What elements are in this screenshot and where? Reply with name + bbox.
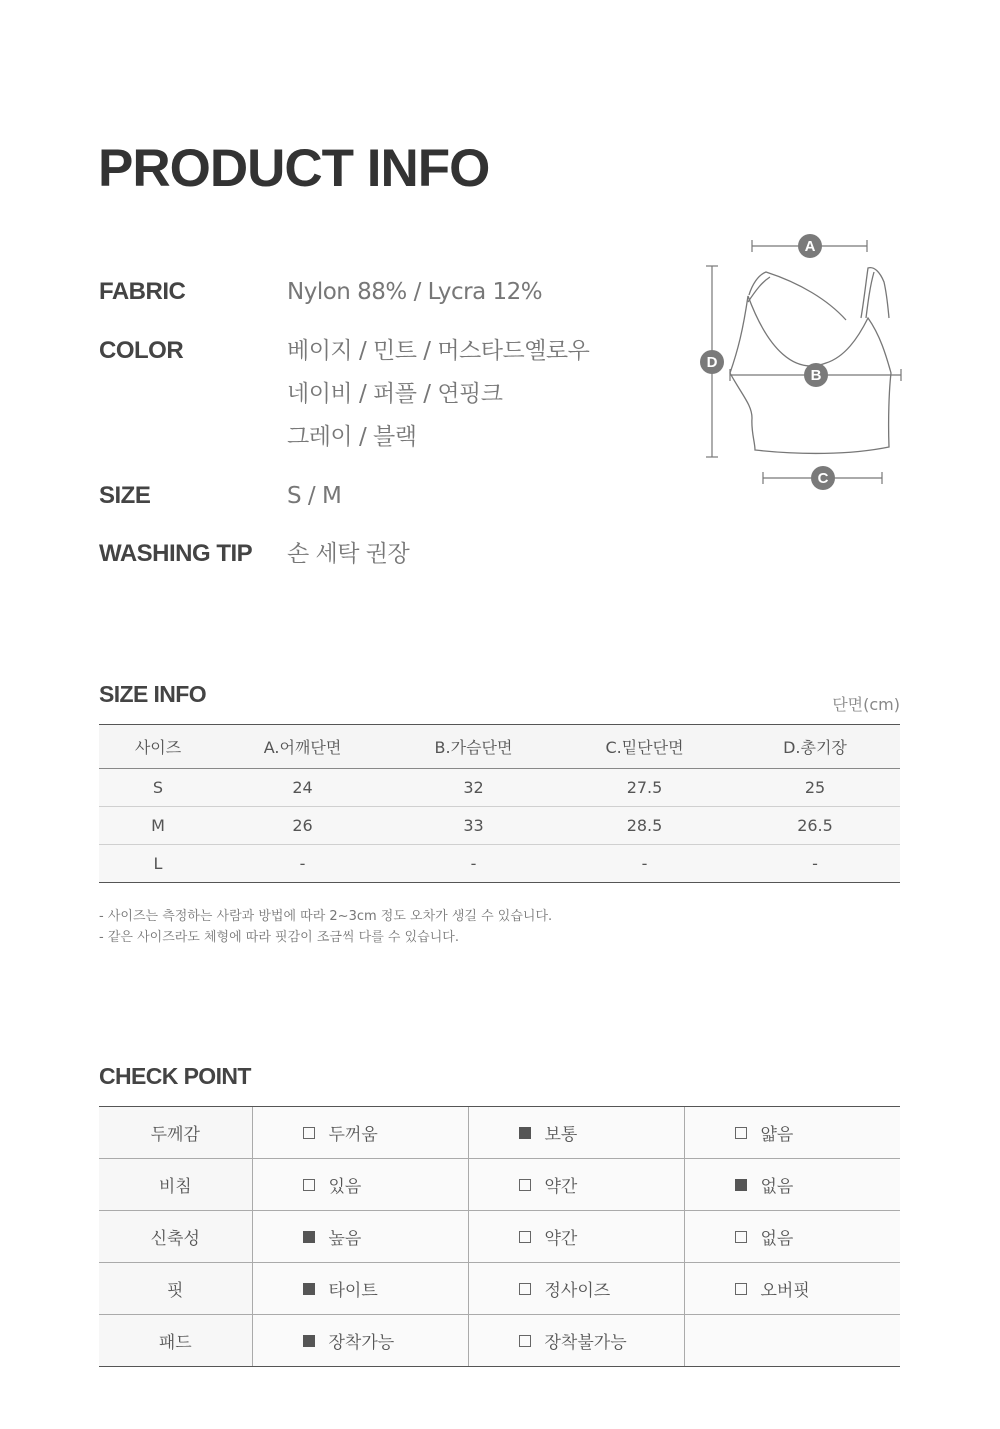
empty-square-icon — [519, 1283, 531, 1295]
empty-square-icon — [519, 1335, 531, 1347]
fabric-label: FABRIC — [99, 278, 186, 305]
size-table — [99, 724, 900, 883]
cell: - — [730, 845, 900, 883]
size-unit: 단면(cm) — [832, 695, 900, 714]
check-row — [99, 1315, 900, 1367]
check-row-label: 두께감 — [99, 1107, 252, 1159]
empty-square-icon — [303, 1179, 315, 1191]
check-option-cell — [252, 1263, 468, 1315]
empty-square-icon — [303, 1127, 315, 1139]
check-option — [685, 1120, 794, 1145]
check-option-cell — [252, 1315, 468, 1367]
label-b: B — [810, 367, 822, 384]
check-row — [99, 1159, 900, 1211]
check-option-cell — [252, 1159, 468, 1211]
cell: 33 — [388, 807, 559, 845]
check-option-label: 있음 — [328, 1177, 362, 1197]
cell: - — [388, 845, 559, 883]
check-option-label: 얇음 — [760, 1125, 794, 1145]
check-option-cell — [252, 1211, 468, 1263]
check-option-cell — [468, 1159, 684, 1211]
checked-square-icon — [303, 1231, 315, 1243]
empty-square-icon — [519, 1179, 531, 1191]
check-option-cell — [684, 1211, 900, 1263]
check-option-label: 타이트 — [328, 1281, 378, 1301]
cell: M — [99, 807, 217, 845]
header-hem: C.밑단단면 — [559, 725, 730, 769]
check-option-cell — [684, 1107, 900, 1159]
header-length: D.총기장 — [730, 725, 900, 769]
check-row — [99, 1263, 900, 1315]
cell: S — [99, 769, 217, 807]
empty-square-icon — [519, 1231, 531, 1243]
check-option — [469, 1224, 578, 1249]
header-size: 사이즈 — [99, 725, 217, 769]
check-option-cell — [468, 1315, 684, 1367]
check-option-label: 없음 — [760, 1177, 794, 1197]
cell: 32 — [388, 769, 559, 807]
size-info-title: SIZE INFO — [99, 681, 207, 707]
check-option — [253, 1224, 362, 1249]
color-value-line-1: 베이지 / 민트 / 머스타드옐로우 — [287, 338, 590, 364]
check-option — [253, 1276, 378, 1301]
color-value-line-2: 네이비 / 퍼플 / 연핑크 — [287, 381, 503, 407]
check-row-label: 패드 — [99, 1315, 252, 1367]
page-title: PRODUCT INFO — [98, 139, 490, 198]
cell: 24 — [217, 769, 388, 807]
check-option-cell — [468, 1263, 684, 1315]
cell: 26.5 — [730, 807, 900, 845]
checked-square-icon — [519, 1127, 531, 1139]
header-shoulder: A.어깨단면 — [217, 725, 388, 769]
empty-square-icon — [735, 1283, 747, 1295]
size-notes — [99, 906, 552, 948]
size-value: S / M — [287, 483, 342, 509]
cell: 25 — [730, 769, 900, 807]
check-option-label: 약간 — [544, 1177, 578, 1197]
check-option-cell — [468, 1211, 684, 1263]
cell: - — [559, 845, 730, 883]
size-table-header — [99, 725, 900, 769]
size-label: SIZE — [99, 482, 151, 509]
check-option-label: 장착가능 — [328, 1333, 395, 1353]
check-option — [469, 1172, 578, 1197]
check-option-label: 장착불가능 — [544, 1333, 627, 1353]
color-label: COLOR — [99, 337, 184, 364]
checked-square-icon — [303, 1335, 315, 1347]
check-row — [99, 1211, 900, 1263]
check-option — [685, 1172, 794, 1197]
check-option-cell — [252, 1107, 468, 1159]
check-row-label: 신축성 — [99, 1211, 252, 1263]
check-option — [253, 1120, 378, 1145]
checked-square-icon — [303, 1283, 315, 1295]
check-option-cell — [684, 1315, 900, 1367]
header-chest: B.가슴단면 — [388, 725, 559, 769]
check-option-label: 오버핏 — [760, 1281, 810, 1301]
check-option-label: 약간 — [544, 1229, 578, 1249]
check-option — [469, 1328, 627, 1353]
label-c: C — [817, 470, 829, 487]
check-point-title: CHECK POINT — [99, 1063, 251, 1089]
washing-tip-value: 손 세탁 권장 — [287, 541, 410, 567]
check-option — [469, 1120, 578, 1145]
check-option-cell — [468, 1107, 684, 1159]
cell: - — [217, 845, 388, 883]
check-row-label: 비침 — [99, 1159, 252, 1211]
fabric-value: Nylon 88% / Lycra 12% — [287, 279, 543, 305]
check-option-label: 높음 — [328, 1229, 362, 1249]
garment-measurement-diagram — [690, 228, 915, 500]
cell: L — [99, 845, 217, 883]
check-option-label: 없음 — [760, 1229, 794, 1249]
note-line: - 사이즈는 측정하는 사람과 방법에 따라 2~3cm 정도 오차가 생길 수 있습니다. — [99, 909, 553, 924]
note-line: - 같은 사이즈라도 체형에 따라 핏감이 조금씩 다를 수 있습니다. — [99, 930, 459, 945]
check-option-label: 보통 — [544, 1125, 578, 1145]
empty-square-icon — [735, 1127, 747, 1139]
check-option-label: 정사이즈 — [544, 1281, 611, 1301]
check-row-label: 핏 — [99, 1263, 252, 1315]
table-row — [99, 807, 900, 845]
cell: 28.5 — [559, 807, 730, 845]
table-row — [99, 845, 900, 883]
washing-tip-label: WASHING TIP — [99, 540, 253, 567]
check-option — [685, 1276, 810, 1301]
check-option — [469, 1276, 611, 1301]
table-row — [99, 769, 900, 807]
label-d: D — [706, 354, 718, 371]
cell: 27.5 — [559, 769, 730, 807]
label-a: A — [804, 238, 816, 255]
check-option — [253, 1172, 362, 1197]
checked-square-icon — [735, 1179, 747, 1191]
check-option-label: 두꺼움 — [328, 1125, 378, 1145]
color-value-line-3: 그레이 / 블랙 — [287, 424, 417, 450]
empty-square-icon — [735, 1231, 747, 1243]
check-option-cell — [684, 1159, 900, 1211]
check-option — [685, 1224, 794, 1249]
check-point-table — [99, 1106, 900, 1367]
cell: 26 — [217, 807, 388, 845]
check-option-cell — [684, 1263, 900, 1315]
check-option — [253, 1328, 395, 1353]
check-row — [99, 1107, 900, 1159]
